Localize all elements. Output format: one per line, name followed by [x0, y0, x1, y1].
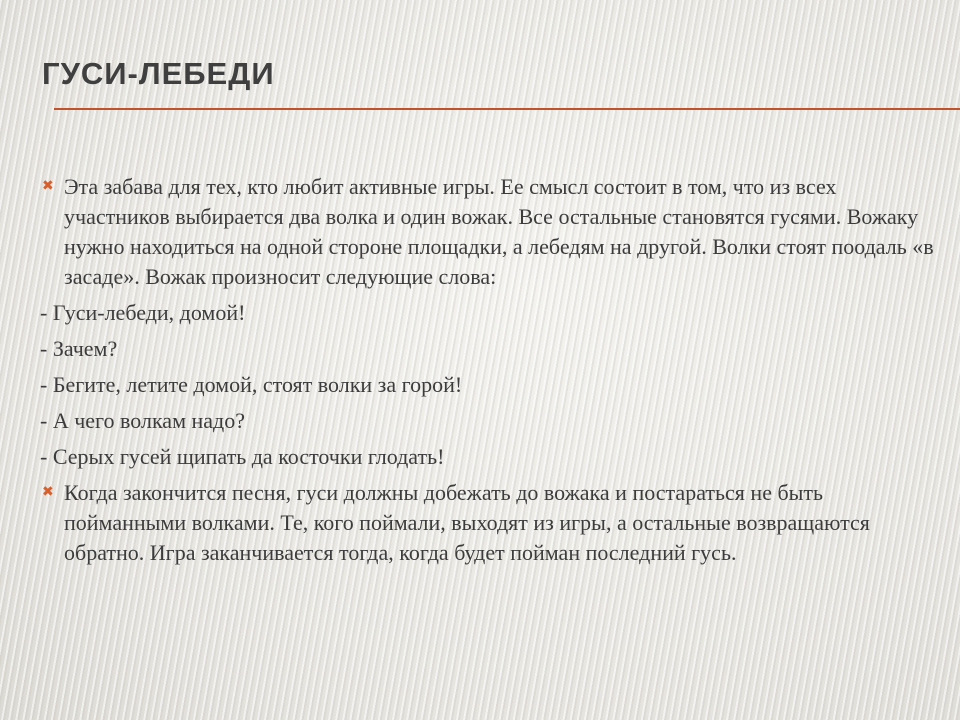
slide-title: ГУСИ-ЛЕБЕДИ — [42, 56, 275, 91]
dialog-line: - Серых гусей щипать да косточки глодать! — [40, 444, 445, 469]
bullet-text: Когда закончится песня, гуси должны добежать до вожака и постараться не быть пойманными волками. Те, кого поймали, выходят из игры, а остальные возвращаются обратно. Игра заканчивается тогда, когда будет пойман последний гусь. — [64, 480, 870, 565]
bullet-item — [40, 478, 940, 568]
dialog-line: - Зачем? — [40, 336, 118, 361]
x-mark-icon: ✖ — [42, 484, 54, 500]
dialog-line: - Гуси-лебеди, домой! — [40, 300, 246, 325]
slide-body — [40, 172, 940, 574]
bullet-text: Эта забава для тех, кто любит активные игры. Ее смысл состоит в том, что из всех участников выбирается два волка и один вожак. Все остальные становятся гусями. Вожаку нужно находиться на одной стороне площадки, а лебедям на другой. Волки стоят поодаль «в засаде». Вожак произносит следующие слова: — [64, 174, 934, 289]
title-divider — [54, 108, 960, 110]
bullet-item — [40, 172, 940, 292]
x-mark-icon: ✖ — [42, 178, 54, 194]
dialog-line: - А чего волкам надо? — [40, 408, 245, 433]
dialog-line: - Бегите, летите домой, стоят волки за горой! — [40, 372, 463, 397]
